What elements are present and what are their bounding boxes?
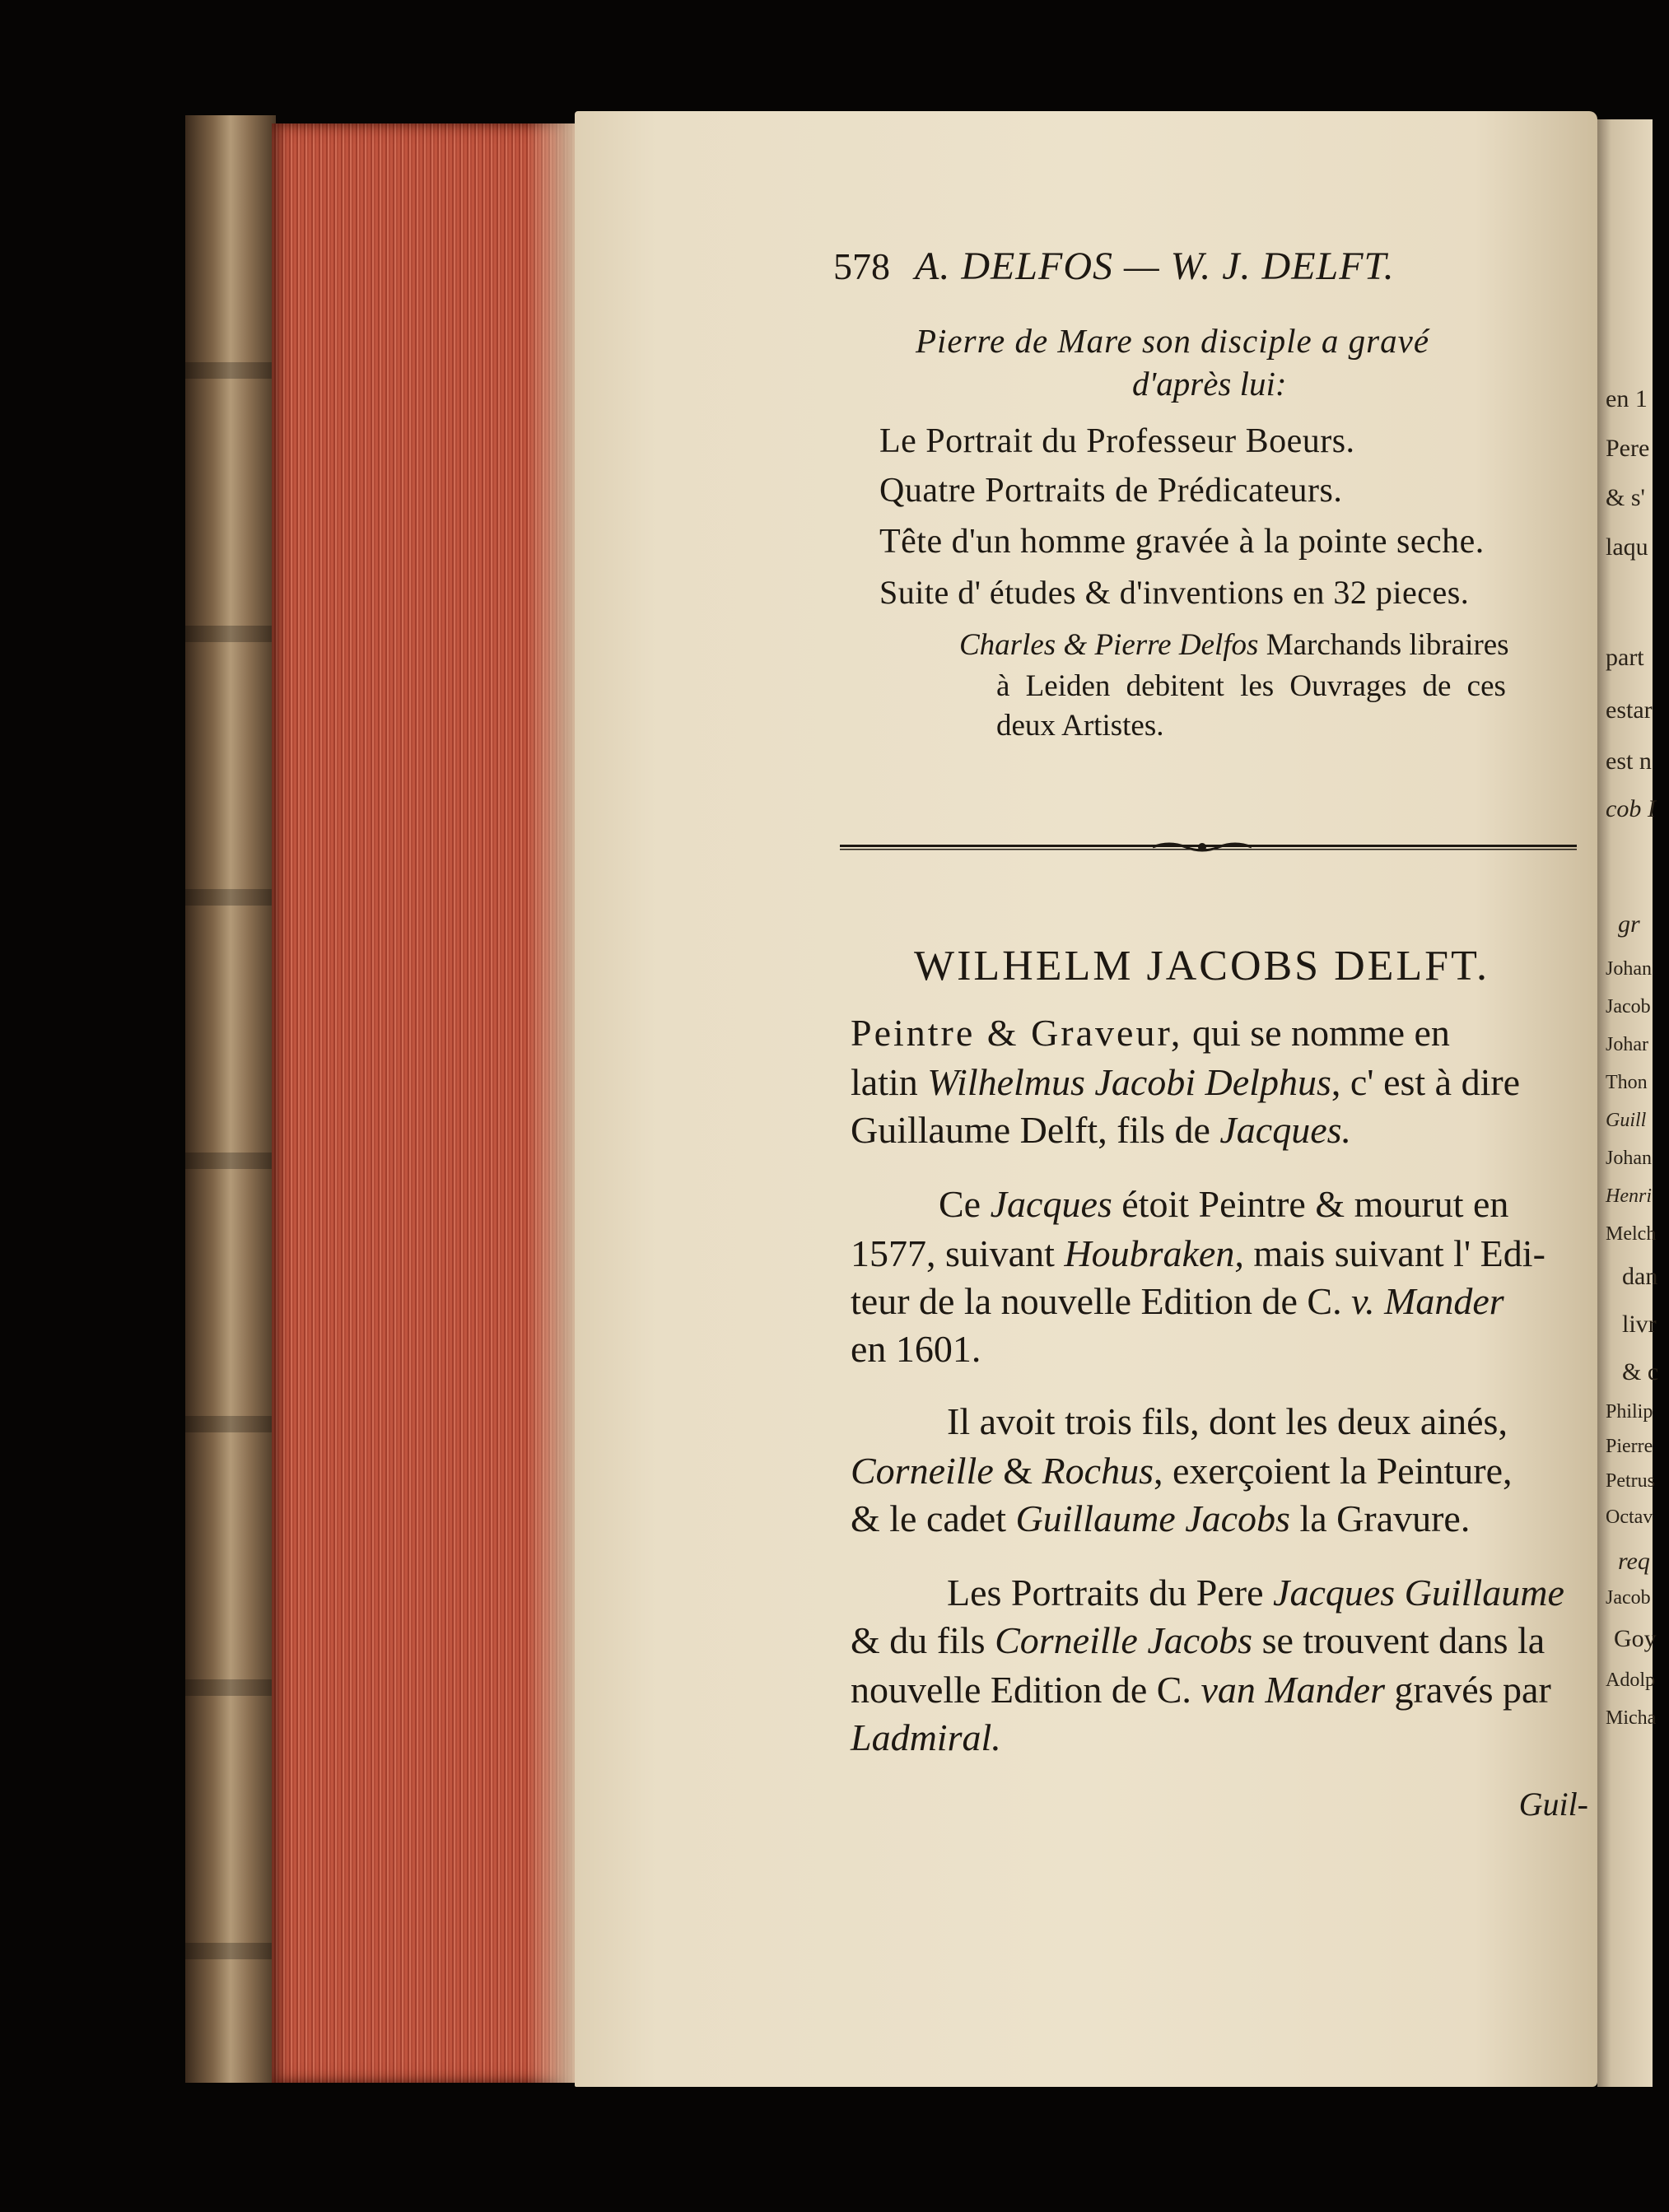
spine-bands xyxy=(185,115,276,2083)
engraver-note-line2: d'après lui: xyxy=(1132,365,1287,403)
next-page-fragment: Melch xyxy=(1606,1223,1657,1245)
para4-line4: Ladmiral. xyxy=(851,1716,1001,1758)
para2-line3: teur de la nouvelle Edition de C. v. Mander xyxy=(851,1280,1504,1322)
next-page-fragment: dan xyxy=(1622,1263,1658,1290)
next-page-fragment: Jacob xyxy=(1606,1587,1651,1609)
next-page-fragment: Johan xyxy=(1606,1148,1652,1169)
sellers-line2: à Leiden debitent les Ouvrages de ces xyxy=(996,669,1506,703)
sellers-line1: Charles & Pierre Delfos Marchands libraires xyxy=(959,628,1509,662)
running-header xyxy=(833,244,1395,289)
sellers-names: Charles & Pierre Delfos xyxy=(959,628,1259,662)
next-page-fragment: Thon xyxy=(1606,1072,1648,1093)
next-page-fragment: Pere xyxy=(1606,435,1650,462)
para3-line3: & le cadet Guillaume Jacobs la Gravure. xyxy=(851,1497,1471,1539)
para4-line1: Les Portraits du Pere Jacques Guillaume xyxy=(947,1572,1564,1614)
next-page-fragment: Adolp xyxy=(1606,1669,1655,1691)
page-number: 578 xyxy=(833,245,890,287)
next-page-fragment: Petrus xyxy=(1606,1470,1655,1492)
next-page-fragment: Pierre xyxy=(1606,1436,1653,1457)
para4-line2: & du fils Corneille Jacobs se trouvent dans la xyxy=(851,1619,1545,1661)
para2-line1: Ce Jacques étoit Peintre & mourut en xyxy=(939,1183,1509,1225)
next-page-fragment: laqu xyxy=(1606,533,1648,561)
next-page-fragment: est n xyxy=(1606,747,1652,775)
para1-line2: latin Wilhelmus Jacobi Delphus, c' est à dire xyxy=(851,1061,1521,1103)
para1-line3: Guillaume Delft, fils de Jacques. xyxy=(851,1109,1352,1151)
next-page-fragment: Micha xyxy=(1606,1707,1657,1729)
next-page-fragment: Philip xyxy=(1606,1401,1653,1423)
smallcaps-lead: Peintre & Graveur, xyxy=(851,1012,1183,1054)
page-gutter xyxy=(527,123,576,2083)
next-page-edge xyxy=(1597,119,1657,2087)
next-page-fragment: & s' xyxy=(1606,484,1645,511)
section-heading: WILHELM JACOBS DELFT. xyxy=(914,943,1490,990)
next-page-fragment: cob I xyxy=(1606,795,1656,822)
work-item: Quatre Portraits de Prédicateurs. xyxy=(879,472,1343,510)
para3-line2: Corneille & Rochus, exerçoient la Peinture, xyxy=(851,1450,1513,1492)
next-page-fragment: Johan xyxy=(1606,958,1652,980)
next-page-fragment: Octav xyxy=(1606,1506,1653,1528)
work-item: Suite d' études & d'inventions en 32 pieces. xyxy=(879,574,1470,611)
next-page-fragment: en 1 xyxy=(1606,385,1648,412)
next-page-fragment: estar xyxy=(1606,696,1653,724)
next-page-fragment: part xyxy=(1606,644,1644,671)
next-page-fragment: & c xyxy=(1622,1358,1659,1385)
ornamental-rule xyxy=(840,841,1577,853)
para2-line4: en 1601. xyxy=(851,1328,981,1370)
work-item: Le Portrait du Professeur Boeurs. xyxy=(879,422,1355,460)
next-page-fragment: Guill xyxy=(1606,1110,1647,1131)
engraver-note-line1: Pierre de Mare son disciple a gravé xyxy=(916,322,1430,360)
next-page-fragment: Henri xyxy=(1606,1185,1652,1207)
running-title: A. DELFOS — W. J. DELFT. xyxy=(915,244,1395,288)
work-item: Tête d'un homme gravée à la pointe seche. xyxy=(879,523,1485,561)
para1-line1: Peintre & Graveur, qui se nomme en xyxy=(851,1012,1450,1054)
para2-line2: 1577, suivant Houbraken, mais suivant l' Edi- xyxy=(851,1232,1545,1274)
next-page-fragment: gr xyxy=(1618,910,1640,938)
para3-line1: Il avoit trois fils, dont les deux ainés, xyxy=(947,1400,1508,1442)
next-page-fragment: Jacob xyxy=(1606,996,1651,1018)
catchword: Guil- xyxy=(1518,1786,1588,1823)
para4-line3: nouvelle Edition de C. van Mander gravés par xyxy=(851,1669,1551,1711)
next-page-fragment: Johar xyxy=(1606,1034,1648,1055)
next-page-fragment: req xyxy=(1618,1548,1650,1575)
next-page-fragment: Goy xyxy=(1614,1625,1657,1652)
next-page-fragment: livr xyxy=(1622,1311,1657,1338)
sellers-line3: deux Artistes. xyxy=(996,709,1164,743)
